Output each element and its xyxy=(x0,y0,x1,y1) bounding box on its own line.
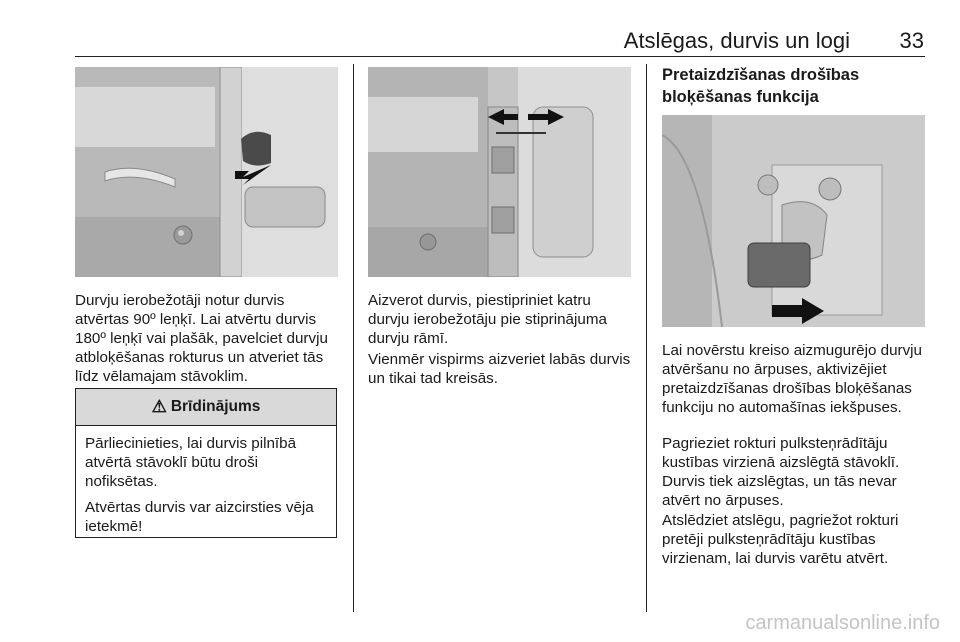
warning-text-2: Atvērtas durvis var aizcirsties vēja ietekmē! xyxy=(85,499,314,535)
warning-box xyxy=(75,388,337,538)
watermark: carmanualsonline.info xyxy=(745,612,940,634)
figure-door-stop-release xyxy=(75,67,338,277)
section-heading: Pretaizdzīšanas drošības bloķēšanas funkcija xyxy=(662,66,860,106)
paragraph-close-doors: Aizverot durvis, piestipriniet katru durvju ierobežotāju pie stiprinājuma durvju rāmī. xyxy=(368,292,607,347)
column-divider-1 xyxy=(353,64,354,612)
page-header-title: Atslēgas, durvis un logi xyxy=(623,28,850,53)
figure-anti-theft-lock xyxy=(662,115,925,327)
warning-title: Brīdinājums xyxy=(170,398,261,415)
column-divider-2 xyxy=(646,64,647,612)
paragraph-unlock: Atslēdziet atslēgu, pagriežot rokturi pretēji pulksteņrādītāju kustības virzienam, lai durvis varētu atvērt. xyxy=(662,512,899,567)
paragraph-activate-lock: Lai novērstu kreiso aizmugurējo durvju atvēršanu no ārpuses, aktivizējiet pretaizdzīšanas drošības bloķēšanas funkciju no automašīnas iekšpuses. xyxy=(662,342,923,416)
header-rule xyxy=(75,56,925,57)
warning-triangle-icon: ⚠ xyxy=(151,397,167,416)
page-number: 33 xyxy=(899,28,924,53)
paragraph-close-order: Vienmēr vispirms aizveriet labās durvis un tikai tad kreisās. xyxy=(368,351,631,387)
warning-text-1: Pārliecinieties, lai durvis pilnībā atvērtā stāvoklī būtu droši nofiksētas. xyxy=(85,435,297,490)
warning-body xyxy=(76,426,336,536)
warning-header xyxy=(76,389,336,426)
paragraph-turn-handle: Pagrieziet rokturi pulksteņrādītāju kustības virzienā aizslēgtā stāvoklī. Durvis tiek aizslēgtas, un tās nevar atvērt no ārpuses. xyxy=(662,435,900,509)
figure-door-check-strap xyxy=(368,67,631,277)
paragraph-door-stop: Durvju ierobežotāji notur durvis atvērtas 90º leņķī. Lai atvērtu durvis 180º leņķī vai plašāk, pavelciet durvju atbloķēšanas rokturus un atveriet tās līdz vēlamajam stāvoklim. xyxy=(75,292,328,385)
